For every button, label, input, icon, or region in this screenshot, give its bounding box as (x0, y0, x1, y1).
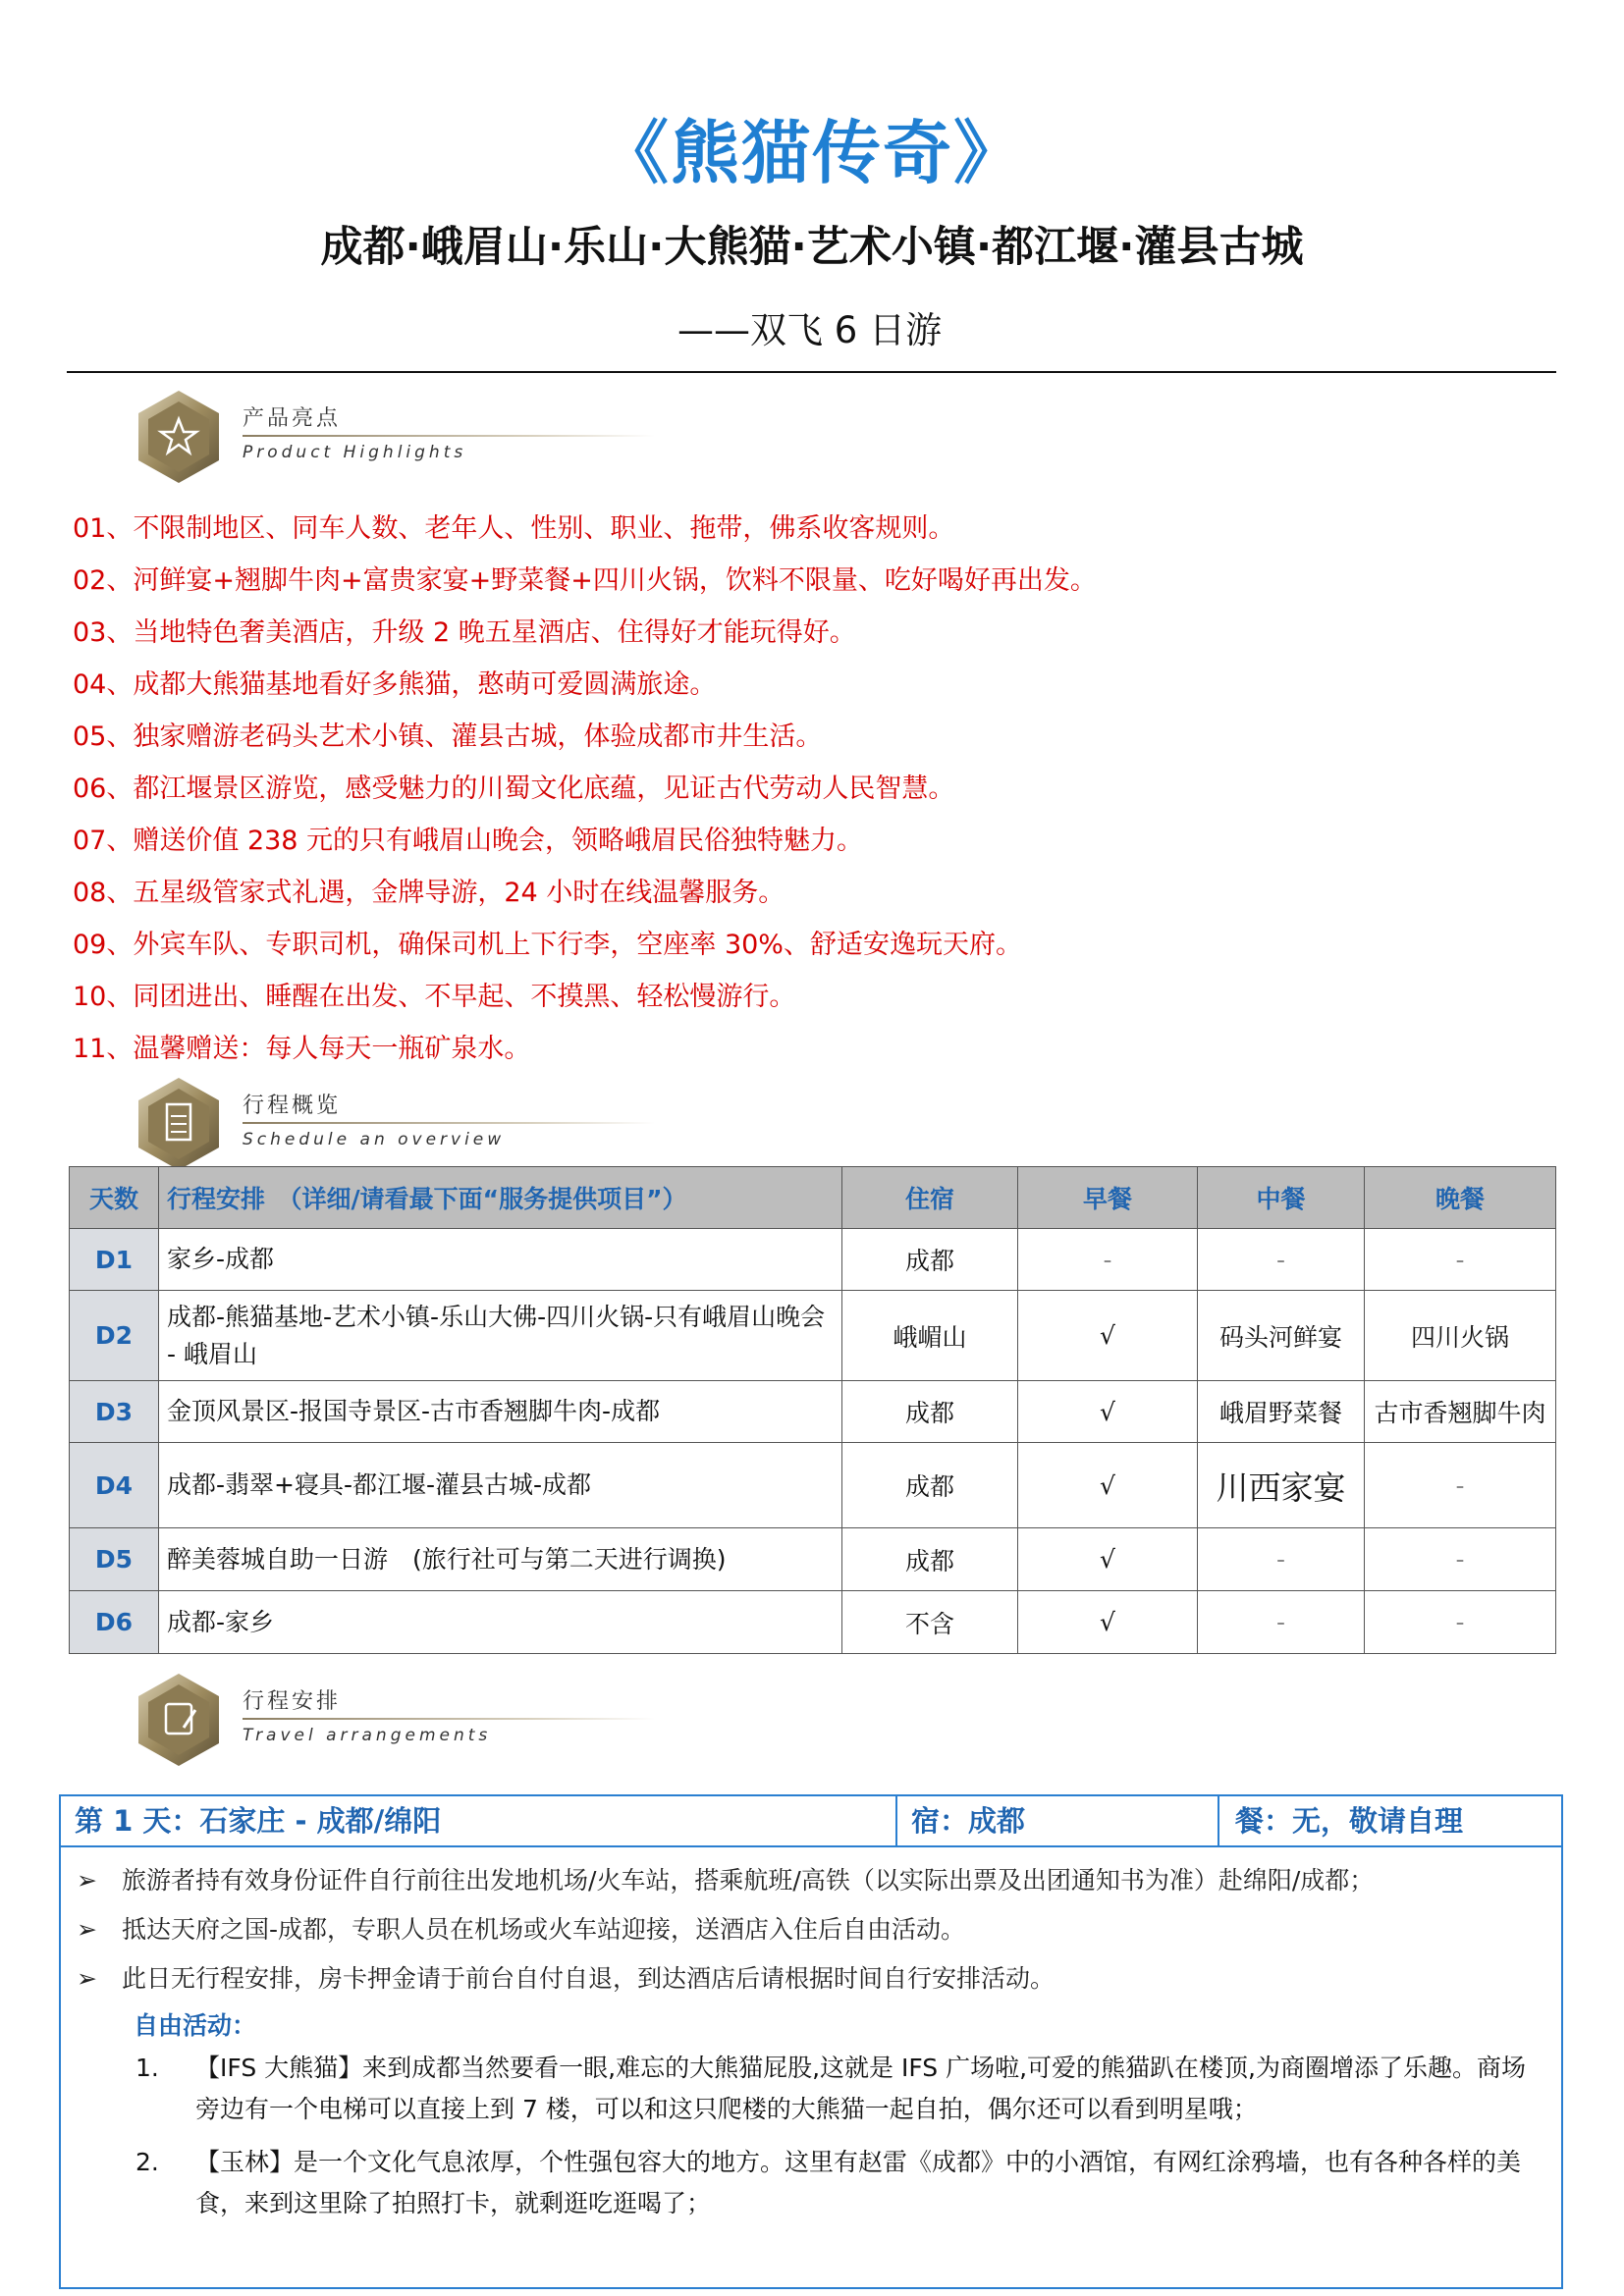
cell-lunch: 峨眉野菜餐 (1198, 1381, 1365, 1443)
highlight-item: 11、温馨赠送：每人每天一瓶矿泉水。 (73, 1034, 531, 1064)
day1-itinerary-box (59, 1794, 1563, 2289)
highlight-item: 02、河鲜宴+翘脚牛肉+富贵家宴+野菜餐+四川火锅，饮料不限量、吃好喝好再出发。 (73, 565, 1097, 596)
cell-day: D2 (70, 1291, 159, 1381)
section-header-arrangements (135, 1671, 665, 1779)
section-title-en: Travel arrangements (243, 1726, 492, 1745)
table-row (70, 1229, 1556, 1291)
cell-breakfast: √ (1018, 1443, 1198, 1528)
cell-hotel: 不含 (842, 1591, 1018, 1654)
cell-schedule: 金顶风景区-报国寺景区-古市香翘脚牛肉-成都 (159, 1381, 842, 1443)
table-header-row (70, 1167, 1556, 1229)
item-number: 1. (135, 2054, 159, 2082)
col-header-schedule: 行程安排 （详细/请看最下面“服务提供项目”） (159, 1167, 842, 1229)
cell-day: D1 (70, 1229, 159, 1291)
cell-schedule: 成都-熊猫基地-艺术小镇-乐山大佛-四川火锅-只有峨眉山晚会 - 峨眉山 (159, 1291, 842, 1381)
highlight-item: 10、同团进出、睡醒在出发、不早起、不摸黑、轻松慢游行。 (73, 982, 796, 1012)
section-title-en: Schedule an overview (243, 1130, 506, 1149)
cell-breakfast: √ (1018, 1591, 1198, 1654)
cell-breakfast: √ (1018, 1528, 1198, 1591)
col-header-day: 天数 (70, 1167, 159, 1229)
item-text: 【IFS 大熊猫】来到成都当然要看一眼,难忘的大熊猫屁股,这就是 IFS 广场啦,可爱的熊猫趴在楼顶,为商圈增添了乐趣。商场旁边有一个电梯可以直接上到 7 楼，可以和这只爬楼的大熊猫一起自拍，偶尔还可以看到明星哦； (195, 2054, 1526, 2123)
section-underline (243, 1718, 655, 1720)
cell-dinner: 四川火锅 (1365, 1291, 1556, 1381)
cell-day: D3 (70, 1381, 159, 1443)
day1-meals: 餐：无，敬请自理 (1235, 1804, 1464, 1838)
cell-dinner: - (1365, 1528, 1556, 1591)
header-divider (1218, 1796, 1219, 1845)
cell-lunch: - (1198, 1528, 1365, 1591)
cell-schedule: 成都-家乡 (159, 1591, 842, 1654)
section-underline (243, 1122, 655, 1124)
list-item (135, 2142, 1540, 2224)
day1-stay: 宿：成都 (911, 1804, 1026, 1838)
section-header-highlights (135, 388, 665, 496)
cell-hotel: 成都 (842, 1443, 1018, 1528)
item-number: 2. (135, 2148, 159, 2176)
page-subtitle: 成都·峨眉山·乐山·大熊猫·艺术小镇·都江堰·灌县古城 (320, 223, 1304, 272)
page-title: 《熊猫传奇》 (600, 113, 1024, 193)
tagline: ——双飞 6 日游 (677, 309, 943, 351)
arrow-bullet-icon: ➢ (77, 1866, 97, 1895)
star-icon (135, 388, 223, 486)
col-header-lunch: 中餐 (1198, 1167, 1365, 1229)
col-header-breakfast: 早餐 (1018, 1167, 1198, 1229)
highlight-item: 04、成都大熊猫基地看好多熊猫，憨萌可爱圆满旅途。 (73, 669, 717, 700)
cell-dinner: - (1365, 1443, 1556, 1528)
list-item (135, 2048, 1540, 2130)
highlight-item: 07、赠送价值 238 元的只有峨眉山晚会，领略峨眉民俗独特魅力。 (73, 826, 864, 856)
free-activity-label: 自由活动： (134, 2011, 257, 2040)
header-divider (895, 1796, 897, 1845)
section-title-cn: 行程安排 (243, 1689, 342, 1714)
table-row (70, 1381, 1556, 1443)
cell-day: D5 (70, 1528, 159, 1591)
highlights-list (73, 503, 1545, 1075)
col-header-hotel: 住宿 (842, 1167, 1018, 1229)
section-underline (243, 435, 655, 437)
arrow-bullet-icon: ➢ (77, 1915, 97, 1944)
cell-lunch: 川西家宴 (1198, 1443, 1365, 1528)
note-icon (135, 1671, 223, 1769)
cell-day: D4 (70, 1443, 159, 1528)
highlight-item: 08、五星级管家式礼遇，金牌导游，24 小时在线温馨服务。 (73, 878, 785, 908)
cell-hotel: 成都 (842, 1381, 1018, 1443)
highlight-item: 03、当地特色奢美酒店，升级 2 晚五星酒店、住得好才能玩得好。 (73, 617, 856, 648)
cell-hotel: 峨嵋山 (842, 1291, 1018, 1381)
table-row (70, 1528, 1556, 1591)
table-row (70, 1291, 1556, 1381)
section-title-en: Product Highlights (243, 443, 467, 462)
cell-lunch: - (1198, 1591, 1365, 1654)
highlight-item: 05、独家赠游老码头艺术小镇、灌县古城，体验成都市井生活。 (73, 721, 823, 752)
cell-lunch: 码头河鲜宴 (1198, 1291, 1365, 1381)
cell-breakfast: √ (1018, 1291, 1198, 1381)
highlight-item: 01、不限制地区、同车人数、老年人、性别、职业、拖带，佛系收客规则。 (73, 513, 955, 544)
highlight-item: 06、都江堰景区游览，感受魅力的川蜀文化底蕴，见证古代劳动人民智慧。 (73, 774, 955, 804)
cell-schedule: 家乡-成都 (159, 1229, 842, 1291)
item-text: 【玉林】是一个文化气息浓厚，个性强包容大的地方。这里有赵雷《成都》中的小酒馆，有网红涂鸦墙，也有各种各样的美食，来到这里除了拍照打卡，就剩逛吃逛喝了； (195, 2148, 1522, 2217)
arrow-bullet-icon: ➢ (77, 1964, 97, 1993)
table-row (70, 1591, 1556, 1654)
section-title-cn: 产品亮点 (243, 406, 342, 431)
book-icon (135, 1075, 223, 1173)
cell-breakfast: - (1018, 1229, 1198, 1291)
highlight-item: 09、外宾车队、专职司机，确保司机上下行李，空座率 30%、舒适安逸玩天府。 (73, 930, 1022, 960)
table-row (70, 1443, 1556, 1528)
day1-bullet: ➢ 此日无行程安排，房卡押金请于前台自付自退，到达酒店后请根据时间自行安排活动。 (77, 1964, 1056, 1993)
cell-schedule: 成都-翡翠+寝具-都江堰-灌县古城-成都 (159, 1443, 842, 1528)
day1-bullet: ➢ 抵达天府之国-成都，专职人员在机场或火车站迎接，送酒店入住后自由活动。 (77, 1915, 966, 1944)
divider (67, 371, 1556, 373)
cell-schedule: 醉美蓉城自助一日游 (旅行社可与第二天进行调换) (159, 1528, 842, 1591)
cell-dinner: 古市香翘脚牛肉 (1365, 1381, 1556, 1443)
cell-hotel: 成都 (842, 1229, 1018, 1291)
cell-lunch: - (1198, 1229, 1365, 1291)
day1-bullet: ➢ 旅游者持有效身份证件自行前往出发地机场/火车站，搭乘航班/高铁（以实际出票及出团通知书为准）赴绵阳/成都； (77, 1866, 1375, 1895)
day1-title: 第 1 天：石家庄 - 成都/绵阳 (75, 1804, 442, 1838)
section-title-cn: 行程概览 (243, 1094, 342, 1118)
cell-hotel: 成都 (842, 1528, 1018, 1591)
cell-dinner: - (1365, 1229, 1556, 1291)
cell-breakfast: √ (1018, 1381, 1198, 1443)
cell-day: D6 (70, 1591, 159, 1654)
schedule-overview-table (69, 1166, 1556, 1654)
col-header-dinner: 晚餐 (1365, 1167, 1556, 1229)
day1-header (61, 1796, 1561, 1847)
cell-dinner: - (1365, 1591, 1556, 1654)
